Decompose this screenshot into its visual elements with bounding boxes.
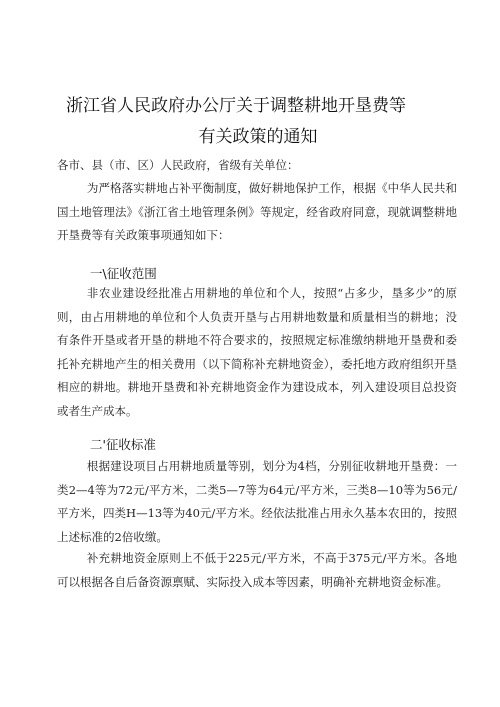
intro-paragraph	[57, 177, 457, 248]
section-2-text-2: 补充耕地资金原则上不低于225元/平方米，不高于375元/平方米。各地可以根据各自后备资源禀赋、实际投入成本等因素，明确补充耕地资金标准。	[57, 551, 457, 589]
salutation: 各市、县（市、区）人民政府，省级有关单位：	[57, 158, 299, 172]
section-2-paragraph	[57, 455, 457, 549]
section-2-paragraph-2	[57, 547, 457, 594]
document-title-line-1: 浙江省人民政府办公厅关于调整耕地开垦费等	[66, 96, 406, 116]
section-2-text: 根据建设项目占用耕地质量等别，划分为4档，分别征收耕地开垦费：一类2—4等为72元/平方米，二类5—7等为64元/平方米，三类8—10等为56元/平方米，四类H—13等为40元/平方米。经依法批准占用永久基本农田的，按照上述标准的2倍收缴。	[57, 459, 457, 544]
section-2-heading: 二'征收标准	[90, 437, 156, 452]
section-1-text: 非农业建设经批准占用耕地的单位和个人，按照“占多少，垦多少”的原则，由占用耕地的单位和个人负责开垦与占用耕地数量和质量相当的耕地；没有条件开垦或者开垦的耕地不符合要求的，按照规定标准缴纳耕地开垦费和委托补充耕地产生的相关费用（以下简称补充耕地资金），委托地方政府组织开垦相应的耕地。耕地开垦费和补充耕地资金作为建设成本，列入建设项目总投资或者生产成本。	[57, 286, 457, 418]
section-1-heading: 一\征收范围	[90, 266, 157, 281]
section-1-paragraph	[57, 282, 457, 424]
document-title-line-2: 有关政策的通知	[198, 127, 318, 147]
intro-text: 为严格落实耕地占补平衡制度，做好耕地保护工作，根据《中华人民共和国土地管理法》《浙江省土地管理条例》等规定，经省政府同意，现就调整耕地开垦费等有关政策事项通知如下：	[57, 181, 457, 243]
